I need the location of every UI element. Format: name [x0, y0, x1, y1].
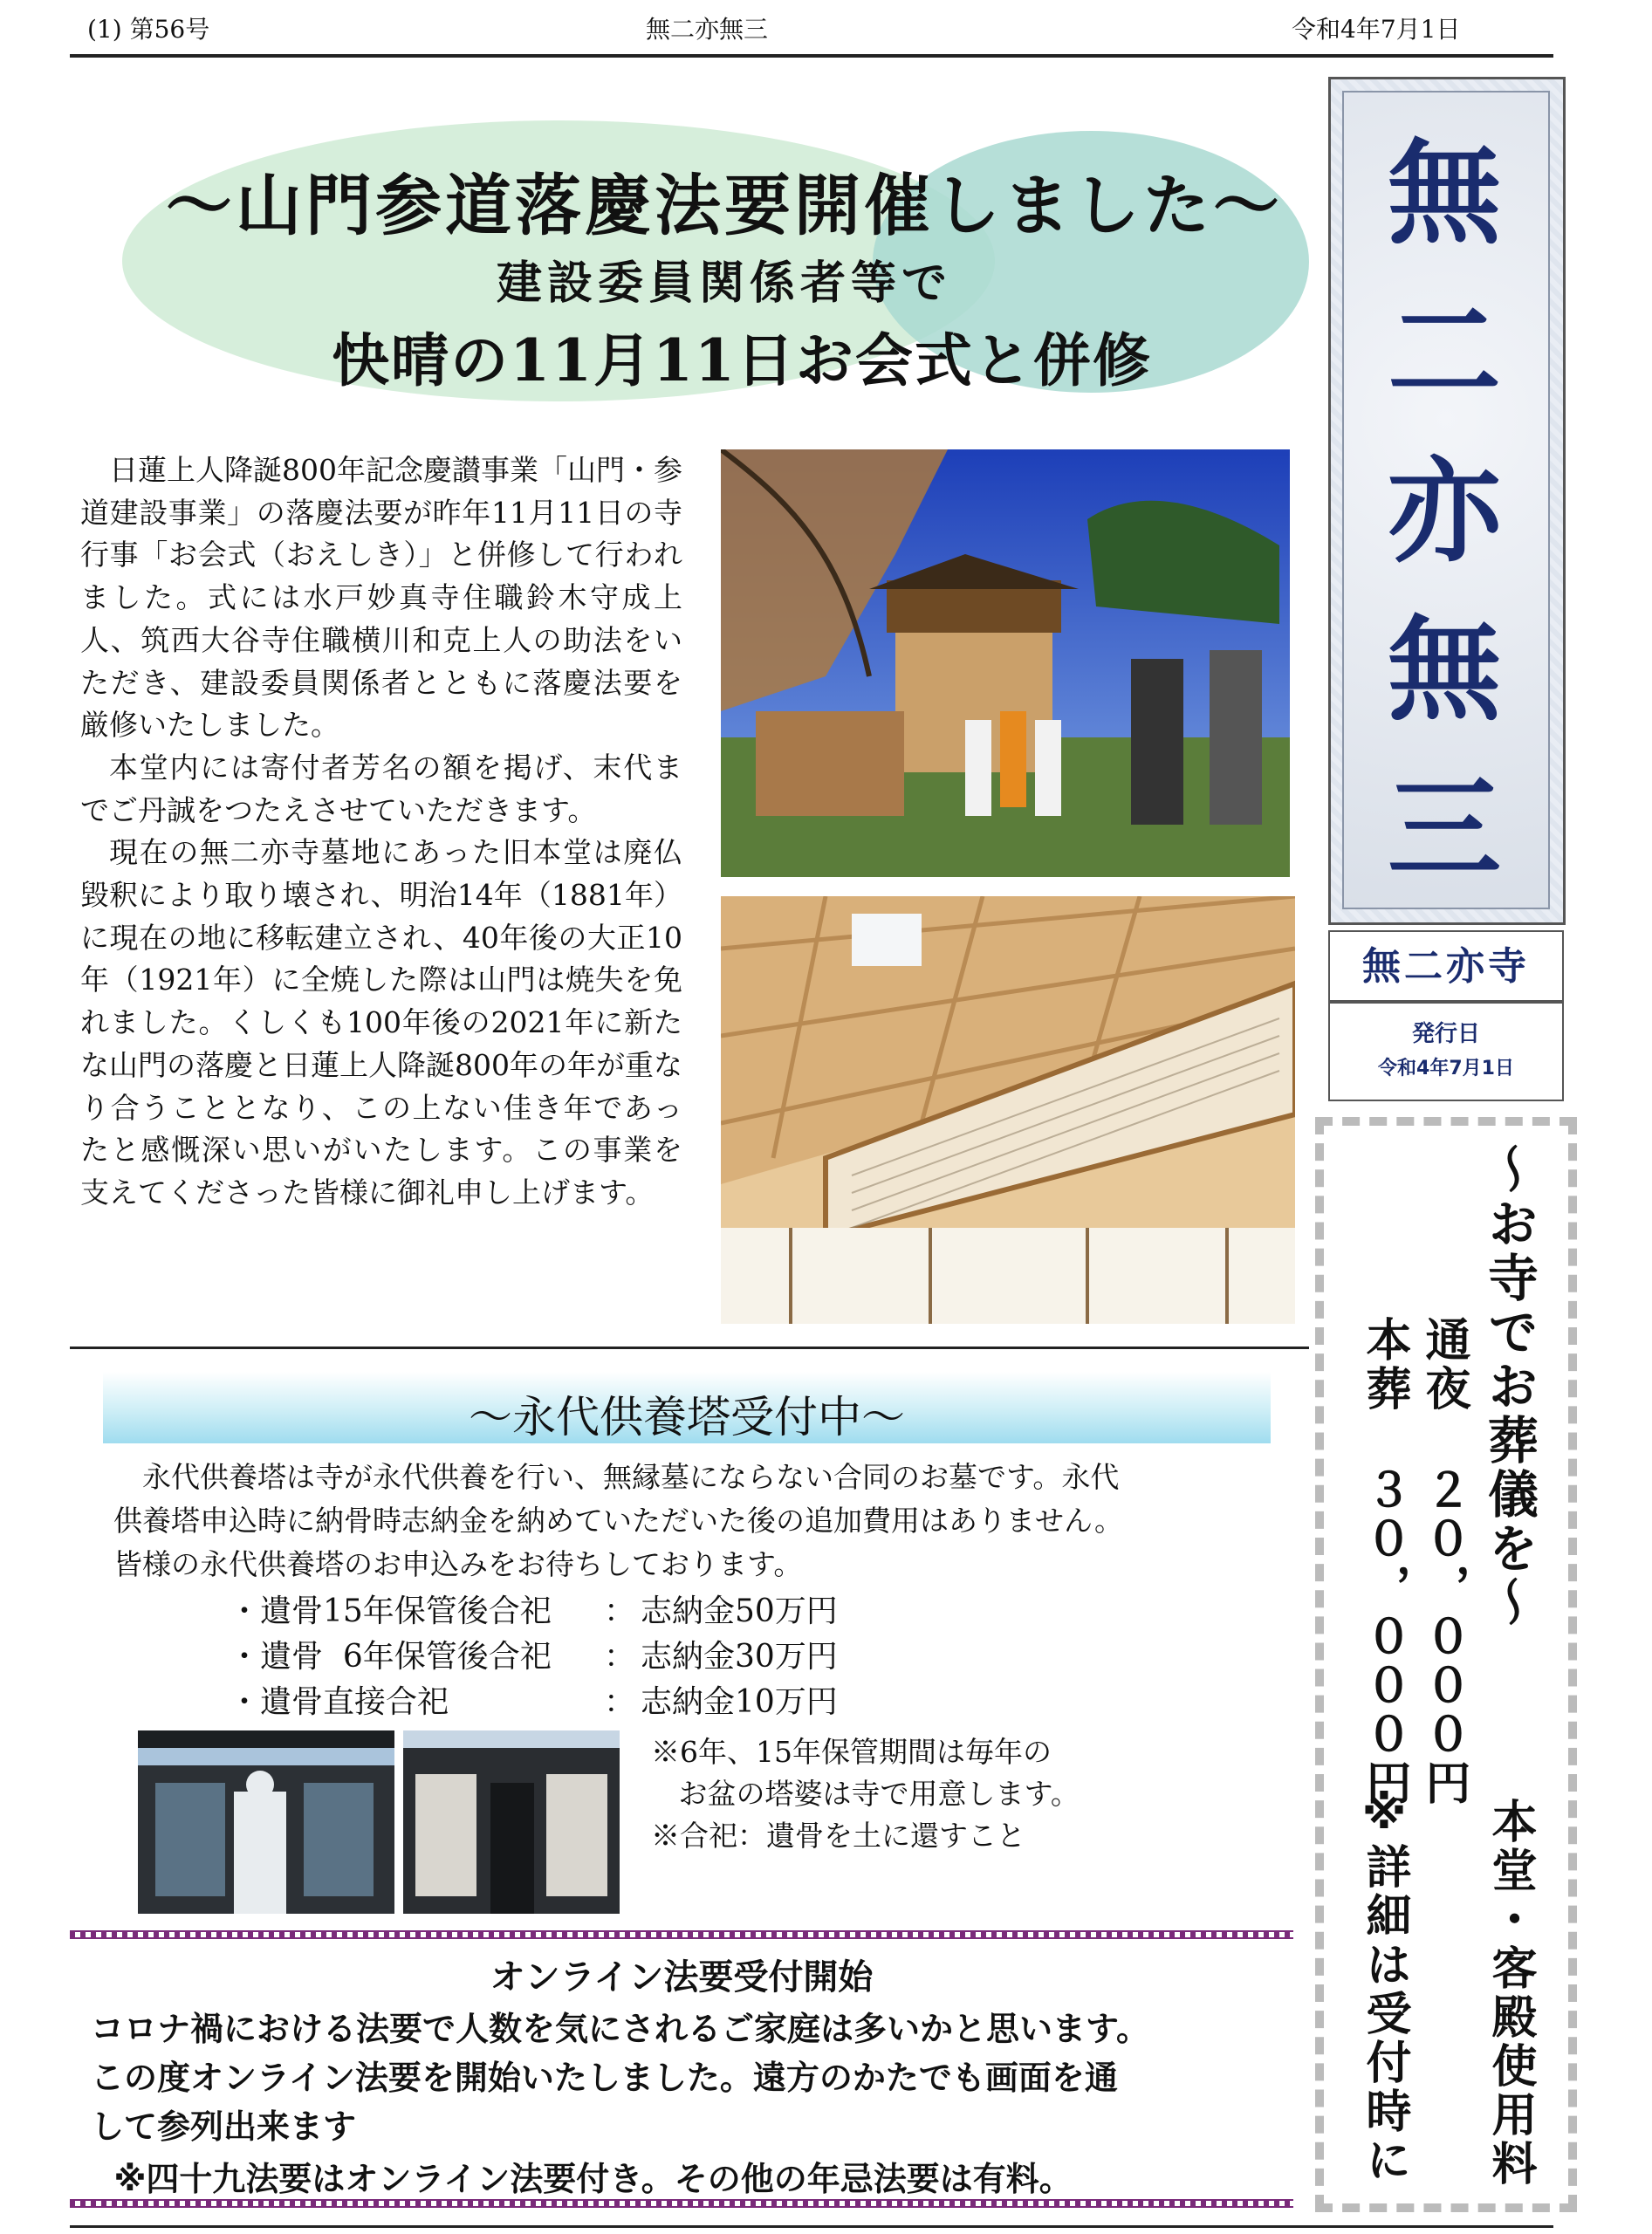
header-rule: [70, 54, 1553, 58]
dotted-divider: [70, 2199, 1293, 2208]
online-line: して参列出来ます: [91, 2107, 357, 2146]
masthead-char: 無: [1387, 603, 1501, 737]
fee-item: ・遺骨直接合祀: [229, 1684, 449, 1720]
issue-label: 発行日: [1411, 1021, 1480, 1047]
eitai-note: ※合祀：遺骨を土に還すこと: [651, 1819, 1025, 1853]
funeral-fee: ３０，０００円: [1358, 1466, 1410, 1808]
issue-date-box: [1328, 1000, 1564, 1101]
eitai-line: 皆様の永代供養塔のお申込みをお待ちしております。: [113, 1547, 803, 1581]
fee-amount: 志納金10万円: [641, 1684, 838, 1720]
fee-colon: ：: [604, 1639, 636, 1675]
eitai-title: ～永代供養塔受付中～: [469, 1392, 905, 1443]
fee-item: ・遺骨15年保管後合祀: [229, 1593, 552, 1629]
fee-colon: ：: [604, 1684, 636, 1720]
wake-label: 通夜: [1417, 1316, 1470, 1414]
masthead-char: 二: [1387, 285, 1501, 419]
section-divider: [70, 1347, 1309, 1349]
article-paragraph: 現在の無二亦寺墓地にあった旧本堂は廃仏毀釈により取り壊され、明治14年（1881年）に現在の地に移転建立され、40年後の大正10年（1921年）に全焼した際は山門は焼失を免れました。くしくも100年後の2021年に新たな山門の落慶と日蓮上人降誕800年の年が重なり合うこととなり、この上ない佳き年であったと感慨深い思いがいたします。この事業を支えてくださった皆様に御礼申し上げます。: [80, 835, 682, 1210]
article-paragraph: 本堂内には寄付者芳名の額を掲げ、末代までご丹誠をつたえさせていただきます。: [80, 750, 682, 827]
gate-ceremony-photo: [721, 449, 1290, 877]
temple-name: 無二亦寺: [1328, 930, 1564, 1004]
headline-subtitle: 建設委員関係者等で: [496, 257, 952, 310]
ad-note: ※詳細は受付時に: [1358, 1787, 1410, 2185]
eitai-line: 永代供養塔は寺が永代供養を行い、無縁墓にならない合同のお墓です。永代: [142, 1460, 1120, 1494]
fee-amount: 志納金30万円: [641, 1639, 838, 1675]
eitai-note: お盆の塔婆は寺で用意します。: [651, 1777, 1080, 1811]
memorial-building-photo: [403, 1730, 620, 1914]
article-paragraph: 日蓮上人降誕800年記念慶讃事業「山門・参道建設事業」の落慶法要が昨年11月11日の寺行事「お会式（おえしき）」と併修して行われました。式には水戸妙真寺住職鈴木守成上人、筑西大谷寺住職横川和克上人の助法をいただき、建設委員関係者とともに落慶法要を厳修いたしました。: [80, 453, 682, 743]
masthead-char: 無: [1387, 127, 1501, 260]
fee-colon: ：: [604, 1593, 636, 1629]
eitai-line: 供養塔申込時に納骨時志納金を納めていただいた後の追加費用はありません。: [113, 1504, 1123, 1538]
fee-item: ・遺骨 6年保管後合祀: [229, 1639, 552, 1675]
online-line: この度オンライン法要を開始いたしました。遠方のかたでも画面を通: [91, 2059, 1118, 2097]
fee-amount: 志納金50万円: [641, 1593, 838, 1629]
masthead-char: 三: [1387, 762, 1501, 895]
dotted-divider: [70, 1930, 1293, 1939]
footer-rule: [70, 2225, 1553, 2228]
masthead-char: 亦: [1387, 444, 1501, 578]
issue-number: (1) 第56号: [87, 15, 210, 44]
wake-fee: ２０，０００円: [1417, 1466, 1470, 1808]
online-note: ※四十九法要はオンライン法要付き。その他の年忌法要は有料。: [91, 2160, 1073, 2198]
donor-plaque-photo: [721, 896, 1295, 1324]
funeral-label: 本葬: [1358, 1316, 1410, 1414]
headline-subtitle-2: 快晴の11月11日お会式と併修: [332, 326, 1152, 394]
ad-subtitle: 本堂・客殿使用料: [1484, 1798, 1536, 2189]
eitai-note: ※6年、15年保管期間は毎年の: [651, 1735, 1052, 1769]
online-line: コロナ禍における法要で人数を気にされるご家庭は多いかと思います。: [91, 2010, 1149, 2048]
headline-title: ～山門参道落慶法要開催しました～: [166, 167, 1283, 244]
online-title: オンライン法要受付開始: [490, 1957, 874, 1998]
header-paper-name: 無二亦無三: [646, 15, 769, 44]
eitai-description: [113, 1456, 1274, 1586]
header-date: 令和4年7月1日: [1292, 15, 1461, 44]
issue-date: 令和4年7月1日: [1378, 1058, 1514, 1079]
article-body: [80, 449, 682, 1215]
memorial-tower-photo: [138, 1730, 394, 1914]
ad-title: ～お寺でお葬儀を～: [1479, 1143, 1539, 1630]
